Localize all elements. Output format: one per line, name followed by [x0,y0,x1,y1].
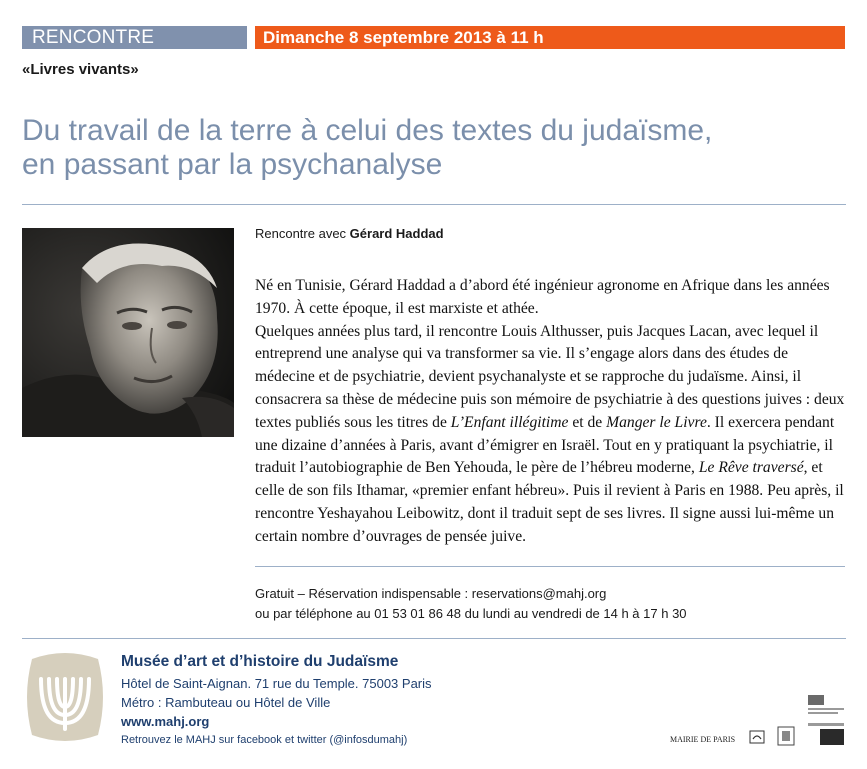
event-title [22,114,852,182]
bio-text: Quelques années plus tard, il rencontre Louis Althusser, puis Jacques Lacan, avec lequel il entreprend une analyse qui va transformer sa vie. Il s’engage alors dans des études de médecine et de psychiatrie, devient psychanalyste et se rapproche du judaïsme. Ainsi, il consacrera sa thèse de médecine puis son mémoire de psychiatrie à des questions juives : deux textes publiés sous les titres de [255,322,845,431]
bio-text: et de [568,413,607,431]
practical-info [255,584,687,624]
title-line-2: en passant par la psychanalyse [22,148,443,181]
speaker-photo [22,228,234,437]
divider-top [22,204,846,205]
museum-info [121,652,432,750]
speaker-intro [255,226,444,241]
intro-prefix: Rencontre avec [255,226,350,241]
reservation-line: Gratuit – Réservation indispensable : reservations@mahj.org [255,586,607,601]
bio-text: . Il exercera pendant une dizaine d’années à Paris, avant d’émigrer en Israël. Tout en y pratiquant la psychiatrie, il traduit l’autobiographie de Ben Yehouda, le père de l’hébreu moderne, [255,413,835,477]
museum-address: Hôtel de Saint-Aignan. 71 rue du Temple. 75003 Paris [121,676,432,691]
sponsor-logos [668,695,848,750]
phone-line: ou par téléphone au 01 53 01 86 48 du lundi au vendredi de 14 h à 17 h 30 [255,606,687,621]
museum-metro: Métro : Rambuteau ou Hôtel de Ville [121,695,331,710]
mairie-de-paris-text: MAIRIE DE PARIS [670,735,736,744]
museum-name: Musée d’art et d’histoire du Judaïsme [121,653,399,670]
bio-text: , et celle de son fils Ithamar, «premier enfant hébreu». Puis il revient à Paris en 1988. Peu après, il rencontre Yeshayahou Leibowitz, dont il traduit sept de ses livres. Il signe aussi lui-même un certain nombre d’ouvrages de pensée juive. [255,459,844,545]
book-title: Manger le Livre [606,413,707,431]
title-line-1: Du travail de la terre à celui des textes du judaïsme, [22,114,713,147]
speaker-name: Gérard Haddad [349,226,444,241]
mairie-de-paris-logo-icon [750,731,764,743]
museum-social: Retrouvez le MAHJ sur facebook et twitter (@infosdumahj) [121,734,408,746]
category-tag: RENCONTRE [22,26,247,49]
series-name: «Livres vivants» [22,61,139,78]
culture-communication-logo-icon [808,723,844,745]
event-date-banner: Dimanche 8 septembre 2013 à 11 h [255,26,845,49]
divider-info [255,566,845,567]
museum-website-link[interactable]: www.mahj.org [121,714,210,729]
menorah-logo-icon [24,651,106,743]
region-logo-icon [778,727,794,745]
divider-bottom [22,638,846,639]
bio-paragraph-2 [255,321,845,549]
speaker-biography [255,275,845,549]
bio-paragraph-1: Né en Tunisie, Gérard Haddad a d’abord été ingénieur agronome en Afrique dans les années 1970. À cette époque, il est marxiste et athée. [255,277,830,317]
book-title: L’Enfant illégitime [450,413,569,431]
republique-francaise-logo-icon [808,695,844,714]
book-title: Le Rêve traversé [698,459,804,477]
